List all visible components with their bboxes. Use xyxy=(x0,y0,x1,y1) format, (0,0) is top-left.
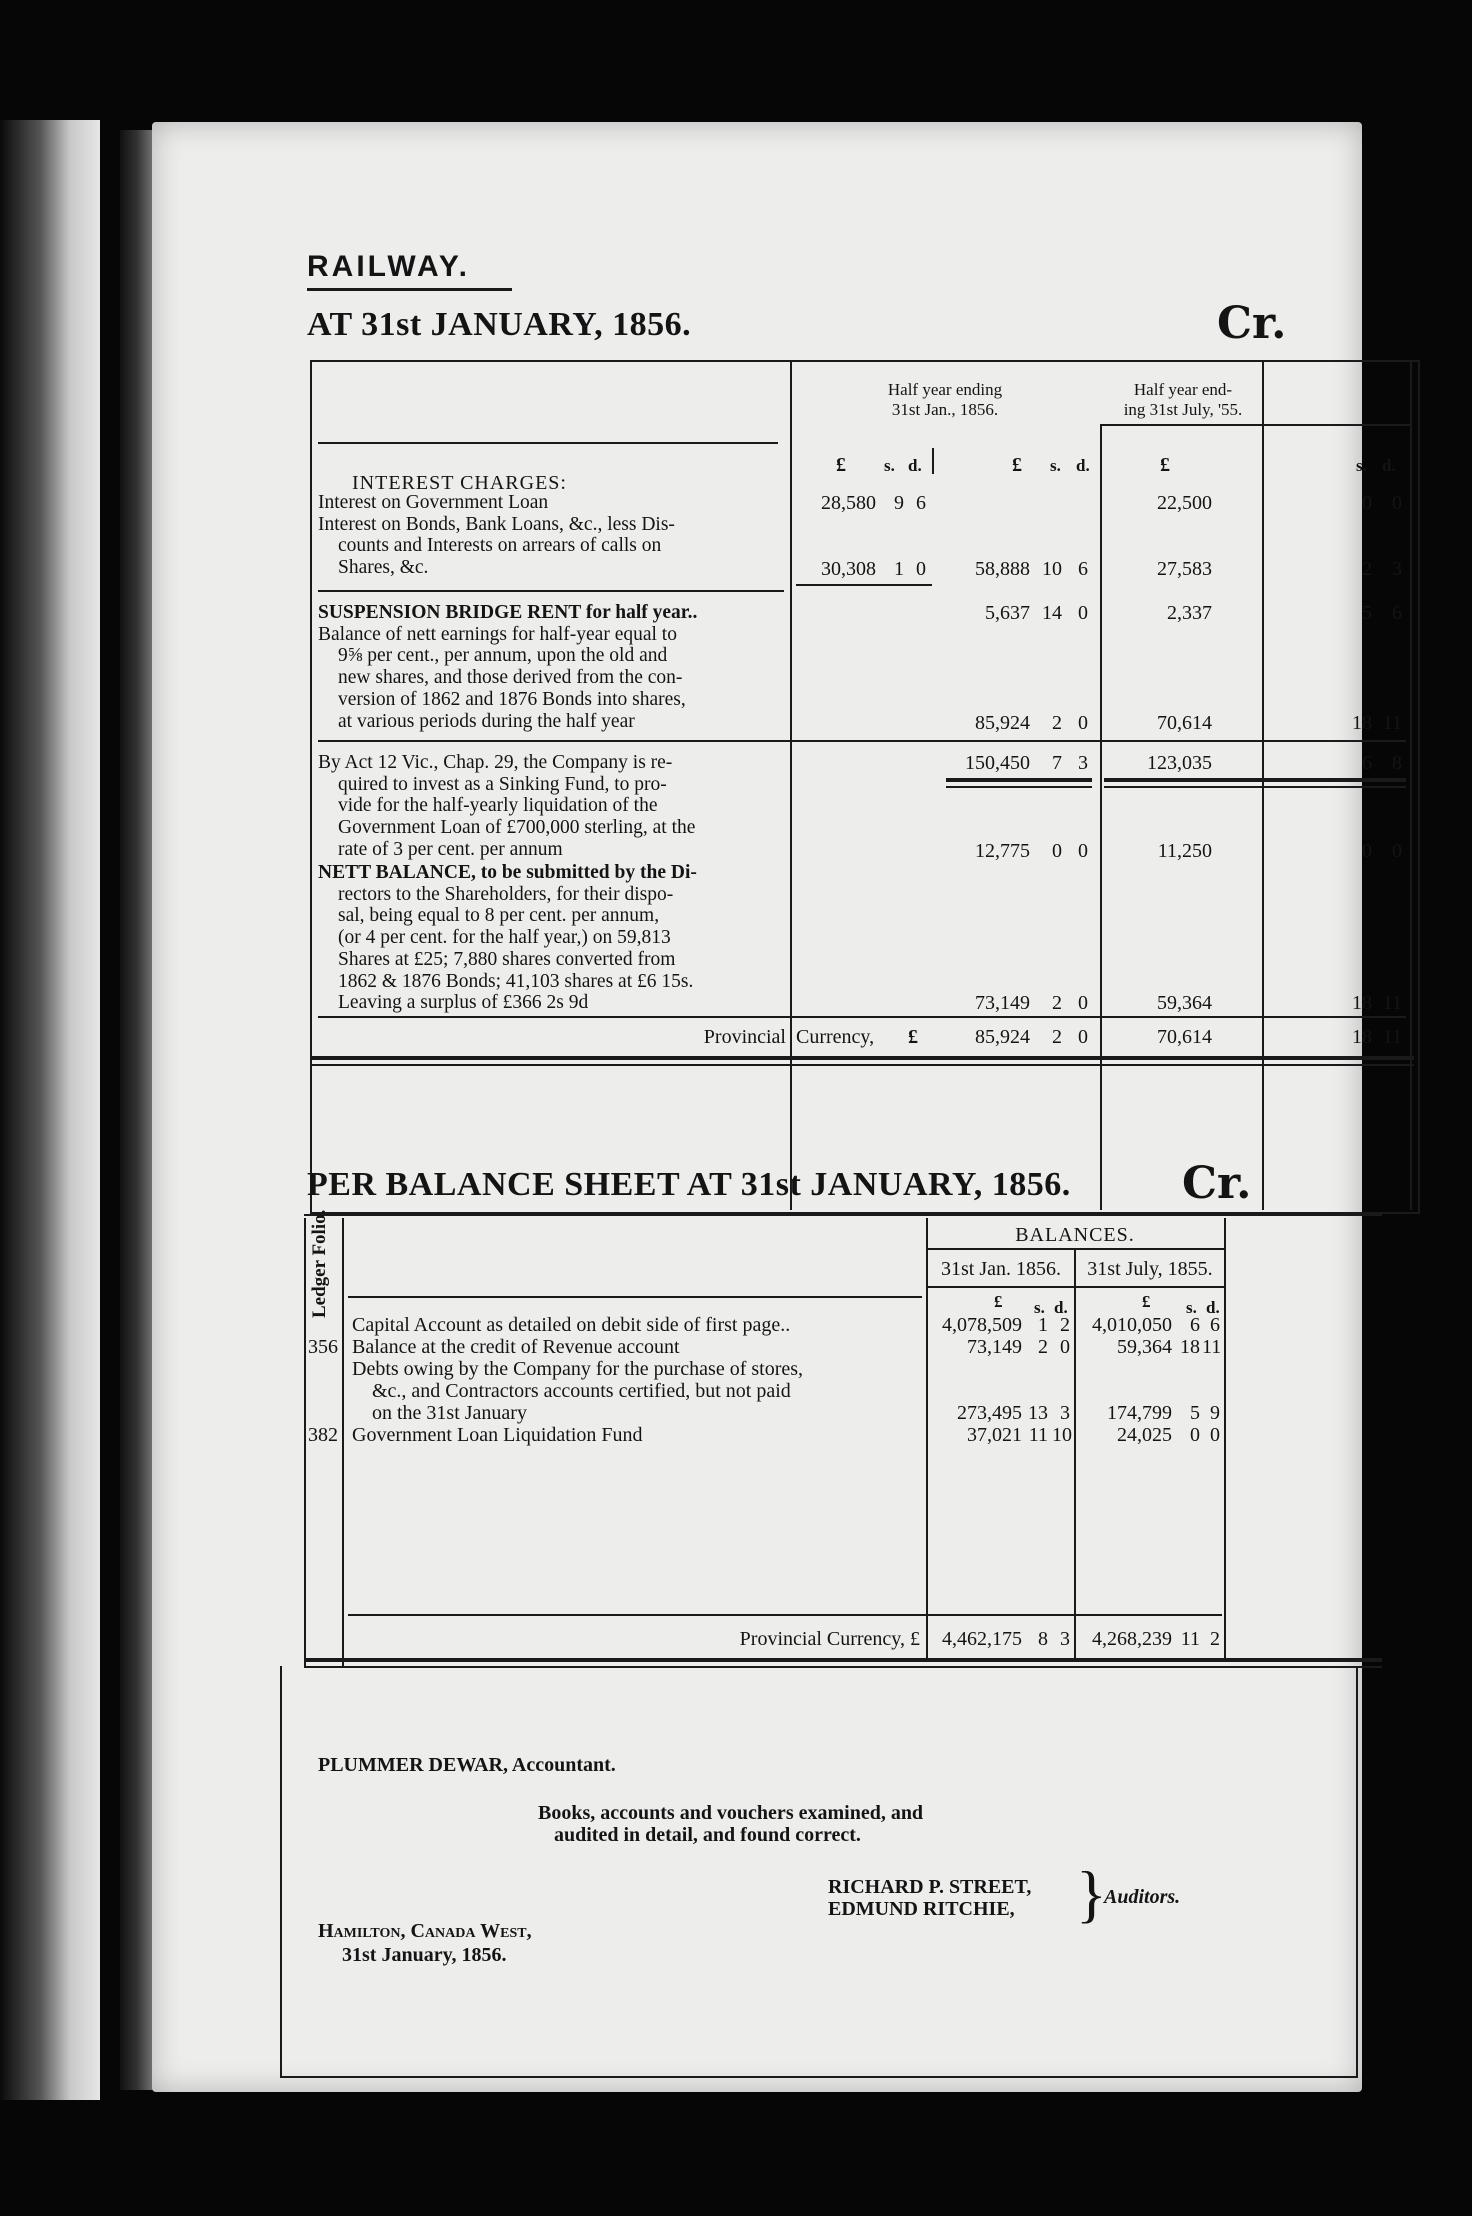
revenue-footer-d: 0 xyxy=(1078,1026,1088,1048)
bs-row-debts-a-l: 273,495 xyxy=(957,1402,1022,1424)
bs-row-debts-a-d: 3 xyxy=(1060,1402,1070,1424)
balance-nett-prior-d: 11 xyxy=(1382,712,1402,734)
bs-row-loan-fund-b-l: 24,025 xyxy=(1117,1424,1172,1446)
bs-row-revenue-a-s: 2 xyxy=(1038,1336,1048,1358)
balance-sheet-cr-mark: Cr. xyxy=(1182,1158,1252,1209)
sinking-prior-d: 0 xyxy=(1392,840,1402,862)
bs-footer-a-s: 8 xyxy=(1038,1628,1048,1650)
bs-row-capital-b-s: 6 xyxy=(1190,1314,1200,1336)
bs-row-capital-a-d: 2 xyxy=(1060,1314,1070,1336)
revenue-footer-l: 85,924 xyxy=(975,1026,1030,1048)
ledger-folio-label: Ledger Folio. xyxy=(309,1209,330,1318)
bs-row-debts-b-s: 5 xyxy=(1190,1402,1200,1424)
bs-footer-label: Provincial Currency, £ xyxy=(739,1628,920,1650)
bs-row-revenue-a-d: 0 xyxy=(1060,1336,1070,1358)
revenue-footer-pound: £ xyxy=(908,1026,918,1048)
bs-row-loan-fund-a-s: 11 xyxy=(1028,1424,1048,1446)
signature-date: 31st January, 1856. xyxy=(342,1944,507,1966)
bs-row-debts-line-3: on the 31st January xyxy=(372,1402,527,1424)
head-pound-a2: £ xyxy=(1012,454,1022,476)
balances-title: BALANCES. xyxy=(1015,1224,1135,1246)
nett-balance-prior-s: 18 xyxy=(1352,992,1372,1014)
bs-footer-b-d: 2 xyxy=(1210,1628,1220,1650)
bridge-description: SUSPENSION BRIDGE RENT for half year.. Balance of nett earnings for half-year equal to 9⅝ per cent., per annum, upon the old and new shares, and those derived from the con- version of 1862 and 1876 Bonds into shares, at various periods during the half year xyxy=(318,602,698,732)
total-prior-s: 6 xyxy=(1362,752,1372,774)
revenue-footer-prior-d: 11 xyxy=(1382,1026,1402,1048)
head-pound-a1: £ xyxy=(836,454,846,476)
revenue-col-b-title-1: Half year end- xyxy=(1133,380,1233,399)
bs-footer-a-d: 3 xyxy=(1060,1628,1070,1650)
bonds-l: 30,308 xyxy=(821,558,876,580)
sinking-description: By Act 12 Vic., Chap. 29, the Company is re- quired to invest as a Sinking Fund, to pro- vide for the half-yearly liquidation of the Government Loan of £700,000 sterling, at the rate of 3 per cent. per annum xyxy=(318,752,696,860)
interest-prior-d: 3 xyxy=(1392,558,1402,580)
auditors-label: Auditors. xyxy=(1104,1886,1181,1908)
bs-head-pound-b: £ xyxy=(1142,1292,1151,1311)
total-s: 7 xyxy=(1052,752,1062,774)
running-head: RAILWAY. xyxy=(307,250,470,283)
book-binding xyxy=(120,130,154,2090)
balances-col-b: 31st July, 1855. xyxy=(1087,1258,1213,1280)
revenue-footer-provincial: Provincial xyxy=(703,1026,786,1048)
interest-description: Interest on Government Loan Interest on Bonds, Bank Loans, &c., less Dis- counts and Interests on arrears of calls on Shares, &c. xyxy=(318,492,675,579)
gov-loan-prior-d: 0 xyxy=(1392,492,1402,514)
total-d: 3 xyxy=(1078,752,1088,774)
bs-footer-b-l: 4,268,239 xyxy=(1092,1628,1172,1650)
bonds-s: 1 xyxy=(894,558,904,580)
revenue-col-a-title-1: Half year ending xyxy=(887,380,1003,399)
interest-total-d: 6 xyxy=(1078,558,1088,580)
gov-loan-s: 9 xyxy=(894,492,904,514)
total-prior-d: 8 xyxy=(1392,752,1402,774)
bs-row-debts-line-1: Debts owing by the Company for the purchase of stores, xyxy=(352,1358,804,1380)
bs-head-s-b: s. xyxy=(1186,1298,1197,1317)
nett-balance-prior-d: 11 xyxy=(1382,992,1402,1014)
ledger-page xyxy=(152,122,1402,2092)
sinking-prior-s: 0 xyxy=(1362,840,1372,862)
bs-row-revenue-b-s: 18 xyxy=(1180,1336,1200,1358)
bs-row-revenue-label: Balance at the credit of Revenue account xyxy=(352,1336,680,1358)
bs-row-capital-b-d: 6 xyxy=(1210,1314,1220,1336)
audit-statement-line-2: audited in detail, and found correct. xyxy=(554,1824,861,1846)
bridge-rent-s: 14 xyxy=(1042,602,1062,624)
nett-balance-d: 0 xyxy=(1078,992,1088,1014)
interest-heading: INTEREST CHARGES: xyxy=(352,472,567,494)
bridge-rent-d: 0 xyxy=(1078,602,1088,624)
bs-head-pound-a: £ xyxy=(994,1292,1003,1311)
bridge-rent-l: 5,637 xyxy=(985,602,1030,624)
bs-row-loan-fund-b-s: 0 xyxy=(1190,1424,1200,1446)
bs-row-loan-fund-folio: 382 xyxy=(308,1424,338,1446)
bs-row-loan-fund-a-l: 37,021 xyxy=(967,1424,1022,1446)
auditor-richard-street: RICHARD P. STREET, xyxy=(828,1876,1032,1898)
gov-loan-prior-l: 22,500 xyxy=(1157,492,1212,514)
bs-row-capital-a-s: 1 xyxy=(1038,1314,1048,1336)
total-prior-l: 123,035 xyxy=(1147,752,1212,774)
nett-balance-s: 2 xyxy=(1052,992,1062,1014)
bs-row-debts-a-s: 13 xyxy=(1028,1402,1048,1424)
auditors-brace-icon: } xyxy=(1076,1858,1107,1929)
bs-row-revenue-folio: 356 xyxy=(308,1336,338,1358)
auditor-edmund-ritchie: EDMUND RITCHIE, xyxy=(828,1898,1015,1920)
total-l: 150,450 xyxy=(965,752,1030,774)
balances-col-a: 31st Jan. 1856. xyxy=(941,1258,1061,1280)
revenue-table xyxy=(310,360,1420,1214)
balance-nett-l: 85,924 xyxy=(975,712,1030,734)
head-s-b: s. xyxy=(1356,456,1367,475)
balance-sheet-heading: PER BALANCE SHEET AT 31st JANUARY, 1856. xyxy=(307,1166,1071,1203)
revenue-heading: AT 31st JANUARY, 1856. xyxy=(307,306,692,343)
interest-total-s: 10 xyxy=(1042,558,1062,580)
head-pound-b: £ xyxy=(1160,454,1170,476)
balance-sheet-table xyxy=(304,1209,1382,1718)
interest-total-l: 58,888 xyxy=(975,558,1030,580)
nett-balance-description: NETT BALANCE, to be submitted by the Di- rectors to the Shareholders, for their dispo- sal, being equal to 8 per cent. per annum, (or 4 per cent. for the half year,) on 59,813 Shares at £25; 7,880 shares converted from 1862 & 1876 Bonds; 41,103 shares at £6 15s. Leaving a surplus of £366 2s 9d xyxy=(318,862,697,1014)
bs-row-debts-line-2: &c., and Contractors accounts certified, but not paid xyxy=(372,1380,791,1402)
interest-prior-s: 2 xyxy=(1362,558,1372,580)
bs-head-d-a: d. xyxy=(1054,1298,1068,1317)
revenue-footer-prior-l: 70,614 xyxy=(1157,1026,1212,1048)
bs-footer-b-s: 11 xyxy=(1180,1628,1200,1650)
bs-row-loan-fund-label: Government Loan Liquidation Fund xyxy=(352,1424,643,1446)
gov-loan-d: 6 xyxy=(916,492,926,514)
sinking-prior-l: 11,250 xyxy=(1157,840,1212,862)
signature-frame xyxy=(280,1666,1358,2078)
balance-nett-prior-s: 18 xyxy=(1352,712,1372,734)
interest-prior-l: 27,583 xyxy=(1157,558,1212,580)
sinking-s: 0 xyxy=(1052,840,1062,862)
bs-row-debts-b-d: 9 xyxy=(1210,1402,1220,1424)
bs-row-capital-a-l: 4,078,509 xyxy=(942,1314,1022,1336)
head-d-a1: d. xyxy=(908,456,922,475)
bs-row-revenue-b-d: 11 xyxy=(1202,1336,1222,1358)
adjacent-page-edge xyxy=(0,120,100,2100)
head-s-a1: s. xyxy=(884,456,895,475)
nett-balance-l: 73,149 xyxy=(975,992,1030,1014)
bs-row-capital-b-l: 4,010,050 xyxy=(1092,1314,1172,1336)
bs-row-loan-fund-b-d: 0 xyxy=(1210,1424,1220,1446)
bonds-d: 0 xyxy=(916,558,926,580)
head-d-b: d. xyxy=(1382,456,1396,475)
bridge-rent-prior-s: 5 xyxy=(1362,602,1372,624)
revenue-col-b-title-2: ing 31st July, '55. xyxy=(1123,400,1243,419)
bridge-rent-prior-d: 6 xyxy=(1392,602,1402,624)
bs-footer-a-l: 4,462,175 xyxy=(942,1628,1022,1650)
revenue-footer-currency: Currency, xyxy=(796,1026,875,1048)
sinking-l: 12,775 xyxy=(975,840,1030,862)
bs-row-debts-b-l: 174,799 xyxy=(1107,1402,1172,1424)
balance-nett-s: 2 xyxy=(1052,712,1062,734)
balance-nett-prior-l: 70,614 xyxy=(1157,712,1212,734)
revenue-footer-s: 2 xyxy=(1052,1026,1062,1048)
revenue-cr-mark: Cr. xyxy=(1217,298,1287,349)
bs-head-s-a: s. xyxy=(1034,1298,1045,1317)
revenue-col-a-title-2: 31st Jan., 1856. xyxy=(891,400,999,419)
bs-row-revenue-b-l: 59,364 xyxy=(1117,1336,1172,1358)
bs-row-revenue-a-l: 73,149 xyxy=(967,1336,1022,1358)
revenue-footer-prior-s: 18 xyxy=(1352,1026,1372,1048)
gov-loan-prior-s: 0 xyxy=(1362,492,1372,514)
running-head-rule xyxy=(307,288,512,291)
signature-place: Hamilton, Canada West, xyxy=(318,1920,532,1942)
bs-head-d-b: d. xyxy=(1206,1298,1220,1317)
bs-row-capital-label: Capital Account as detailed on debit side of first page.. xyxy=(352,1314,791,1336)
sinking-d: 0 xyxy=(1078,840,1088,862)
bridge-rent-prior-l: 2,337 xyxy=(1167,602,1212,624)
audit-statement-line-1: Books, accounts and vouchers examined, and xyxy=(538,1802,924,1824)
head-d-a2: d. xyxy=(1076,456,1090,475)
nett-balance-prior-l: 59,364 xyxy=(1157,992,1212,1014)
head-s-a2: s. xyxy=(1050,456,1061,475)
gov-loan-l: 28,580 xyxy=(821,492,876,514)
accountant-signature: PLUMMER DEWAR, Accountant. xyxy=(318,1754,616,1776)
bs-row-loan-fund-a-d: 10 xyxy=(1052,1424,1072,1446)
balance-nett-d: 0 xyxy=(1078,712,1088,734)
